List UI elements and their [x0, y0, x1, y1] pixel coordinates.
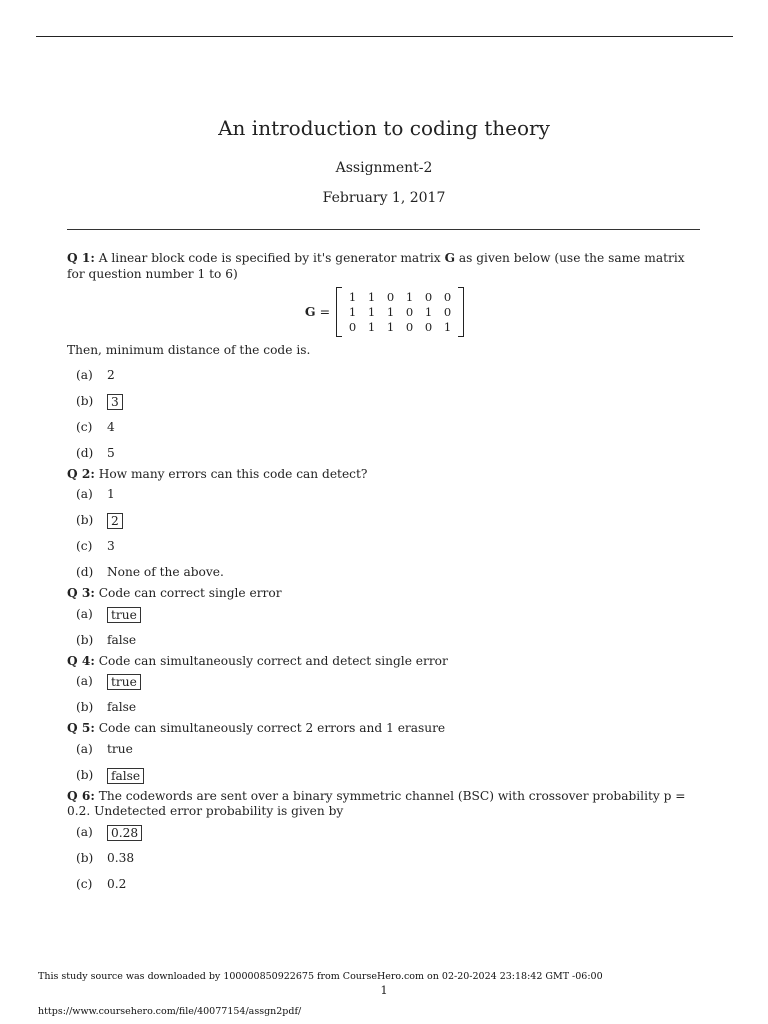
question-5-text — [67, 721, 702, 737]
question-1-text — [67, 251, 702, 282]
matrix-entry: 0 — [424, 319, 433, 334]
answer-option — [67, 363, 702, 389]
matrix-entry: 1 — [367, 319, 376, 334]
question-body: How many errors can this code can detect? — [98, 466, 368, 481]
option-label: (b) — [76, 632, 94, 647]
question-1-followup: Then, minimum distance of the code is. — [67, 343, 311, 357]
question-2-options — [67, 482, 702, 586]
matrix-entry: 0 — [443, 304, 452, 319]
question-5 — [67, 721, 702, 789]
matrix-entry: 0 — [443, 289, 452, 304]
selected-answer-box: 3 — [107, 394, 123, 410]
option-value: 0.2 — [107, 876, 127, 891]
question-3-options — [67, 602, 702, 654]
matrix-entries — [342, 290, 458, 335]
question-5-options — [67, 737, 702, 789]
option-value: None of the above. — [107, 565, 224, 580]
matrix-entry: 1 — [424, 304, 433, 319]
answer-option — [67, 389, 702, 415]
matrix-entry: 1 — [443, 319, 452, 334]
option-label: (a) — [76, 741, 93, 756]
option-label: (b) — [76, 393, 94, 408]
answer-option — [67, 534, 702, 560]
question-body: Code can simultaneously correct 2 errors and 1 erasure — [98, 721, 446, 735]
question-body: The codewords are sent over a binary symmetric channel (BSC) with crossover probability p = 0.2. Undetected error probability is given by — [67, 788, 686, 818]
option-value: 3 — [107, 539, 115, 554]
matrix-entry: 0 — [405, 304, 414, 319]
answer-option — [67, 737, 702, 763]
question-6 — [67, 789, 702, 898]
option-label: (b) — [76, 700, 94, 715]
matrix-entry: 0 — [424, 289, 433, 304]
matrix-entry: 1 — [386, 304, 395, 319]
matrix-entry: 1 — [367, 289, 376, 304]
option-label: (d) — [76, 565, 94, 580]
option-value: 0.38 — [107, 850, 135, 865]
source-url: https://www.coursehero.com/file/40077154/assgn2pdf/ — [38, 1006, 302, 1017]
option-label: (c) — [76, 419, 93, 434]
option-label: (b) — [76, 513, 94, 528]
question-4 — [67, 654, 702, 722]
question-1 — [67, 251, 702, 467]
answer-option — [67, 763, 702, 789]
document-subtitle: Assignment-2 — [335, 160, 433, 176]
selected-answer-box: 2 — [107, 513, 123, 529]
option-label: (d) — [76, 445, 94, 460]
document-date: February 1, 2017 — [322, 190, 446, 206]
selected-answer-box: false — [107, 768, 144, 784]
matrix-label: G = — [304, 304, 331, 320]
download-source-notice: This study source was downloaded by 100000850922675 from CourseHero.com on 02-20-2024 23:18:42 GMT -06:00 — [38, 971, 603, 982]
option-label: (b) — [76, 767, 94, 782]
right-bracket — [458, 287, 464, 337]
option-label: (a) — [76, 487, 93, 502]
option-value: true — [107, 741, 133, 756]
top-rule — [36, 36, 733, 37]
selected-answer-box: true — [107, 607, 141, 623]
option-value: false — [107, 632, 137, 647]
answer-option — [67, 560, 702, 586]
selected-answer-box: 0.28 — [107, 825, 142, 841]
answer-option — [67, 846, 702, 872]
option-label: (c) — [76, 876, 93, 891]
answer-option — [67, 695, 702, 721]
question-4-options — [67, 669, 702, 721]
question-label: Q 5: — [67, 721, 95, 735]
answer-option — [67, 669, 702, 695]
option-value: 1 — [107, 487, 115, 502]
question-3-text — [67, 586, 702, 602]
question-4-text — [67, 654, 702, 670]
matrix-entry: 0 — [405, 319, 414, 334]
option-value: false — [107, 700, 137, 715]
question-label: Q 4: — [67, 653, 95, 668]
question-label: Q 1: — [67, 251, 95, 265]
question-2-text — [67, 467, 702, 483]
question-6-text — [67, 789, 702, 820]
matrix-entry: 1 — [348, 289, 357, 304]
question-label: Q 6: — [67, 788, 95, 803]
option-label: (a) — [76, 824, 93, 839]
question-body: Code can correct single error — [98, 586, 282, 600]
question-list — [67, 251, 702, 898]
answer-option — [67, 508, 702, 534]
header-rule — [67, 229, 700, 230]
option-label: (c) — [76, 539, 93, 554]
option-label: (a) — [76, 674, 93, 689]
option-value: 2 — [107, 367, 115, 382]
option-value: 5 — [107, 445, 115, 460]
selected-answer-box: true — [107, 674, 141, 690]
question-3 — [67, 586, 702, 654]
document-title: An introduction to coding theory — [218, 116, 550, 140]
answer-option — [67, 820, 702, 846]
answer-option — [67, 441, 702, 467]
generator-matrix — [67, 287, 702, 337]
matrix-entry: 1 — [348, 304, 357, 319]
answer-option — [67, 415, 702, 441]
question-6-options — [67, 820, 702, 898]
matrix-entry: 0 — [348, 319, 357, 334]
question-label: Q 2: — [67, 466, 95, 481]
answer-option — [67, 482, 702, 508]
page-number: 1 — [380, 983, 388, 997]
matrix-entry: 0 — [386, 289, 395, 304]
option-value: 4 — [107, 419, 115, 434]
question-body: A linear block code is specified by it's generator matrix G as given below (use the same matrix for question number 1 to 6) — [67, 251, 685, 281]
answer-option — [67, 628, 702, 654]
question-1-options — [67, 363, 702, 467]
matrix-entry: 1 — [405, 289, 414, 304]
matrix-entry: 1 — [386, 319, 395, 334]
answer-option — [67, 872, 702, 898]
option-label: (a) — [76, 367, 93, 382]
question-2 — [67, 467, 702, 587]
question-body: Code can simultaneously correct and detect single error — [98, 653, 448, 668]
answer-option — [67, 602, 702, 628]
matrix-entry: 1 — [367, 304, 376, 319]
option-label: (b) — [76, 850, 94, 865]
question-label: Q 3: — [67, 586, 95, 600]
option-label: (a) — [76, 606, 93, 621]
